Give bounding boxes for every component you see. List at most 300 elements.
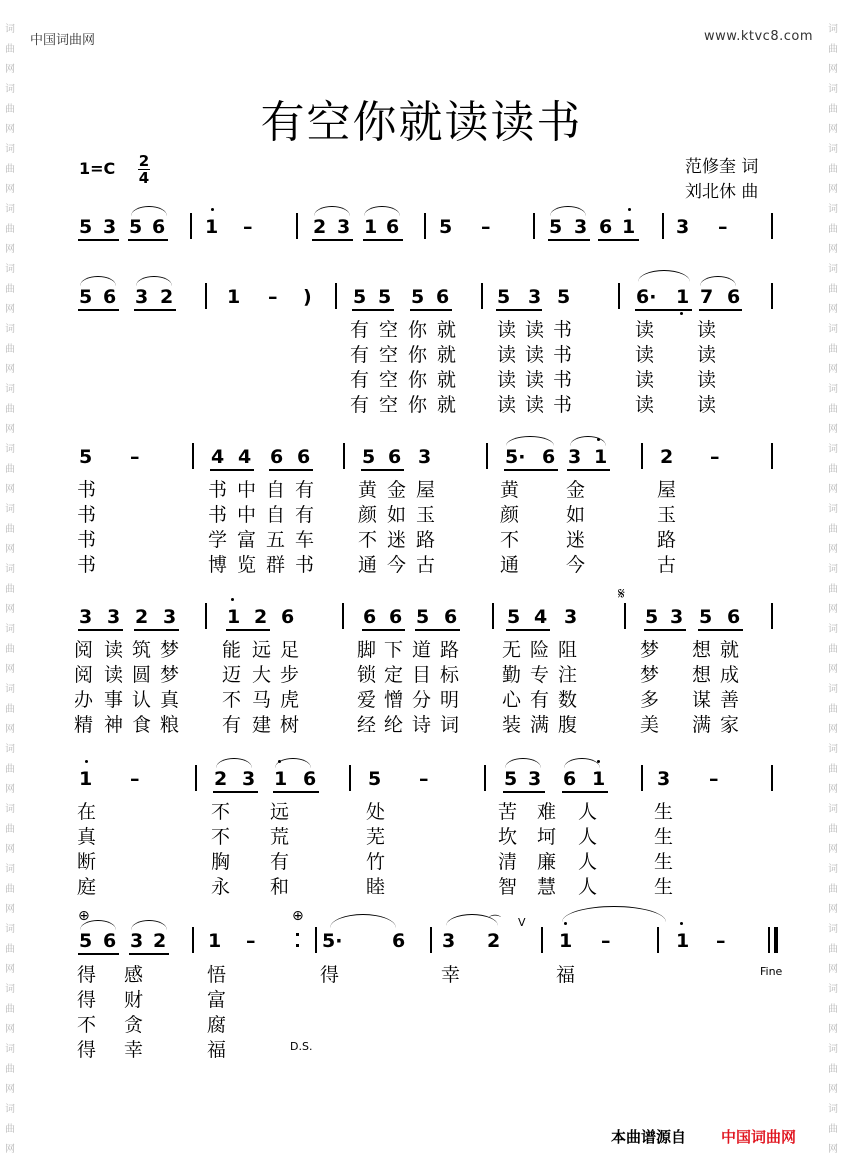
lyric-char: 迷 (387, 529, 407, 551)
lyric-char: 通 (358, 554, 378, 576)
note: 2 (135, 606, 149, 628)
lyric-char: 书 (553, 369, 573, 391)
lyric-char: 永 (211, 876, 231, 898)
lyric-char: 读 (635, 319, 655, 341)
lyric-char: 路 (657, 529, 677, 551)
lyric-char: 空 (379, 369, 399, 391)
lyric-char: 筑 (132, 639, 152, 661)
lyric-char: 腐 (207, 1014, 227, 1036)
lyric-char: 睦 (366, 876, 386, 898)
note: – (601, 930, 611, 952)
note: – (130, 768, 140, 790)
lyric-char: 满 (530, 714, 550, 736)
lyric-char: 生 (654, 801, 674, 823)
lyric-char: 不 (77, 1014, 97, 1036)
note: 6 (389, 606, 403, 628)
note: 3 (442, 930, 456, 952)
lyric-char: 就 (437, 369, 457, 391)
note: 5· (505, 446, 526, 468)
lyric-char: 有 (222, 714, 242, 736)
note: 2 (487, 930, 501, 952)
beam-underline (363, 239, 403, 241)
slur (550, 206, 586, 216)
note: 3 (574, 216, 588, 238)
beam-underline (506, 629, 550, 631)
lyric-char: 坷 (537, 826, 557, 848)
lyric-char: 黄 (358, 479, 378, 501)
beam-underline (78, 953, 119, 955)
slur (330, 914, 396, 928)
beam-underline (504, 469, 558, 471)
lyric-char: 就 (437, 319, 457, 341)
note: 2 (153, 930, 167, 952)
lyric-char: 读 (497, 369, 517, 391)
note: 7 (700, 286, 714, 308)
octave-dot (680, 922, 683, 925)
note: 3 (242, 768, 256, 790)
lyric-char: 锁 (357, 664, 377, 686)
octave-dot (628, 208, 631, 211)
lyric-char: 读 (697, 369, 717, 391)
beam-underline (548, 239, 590, 241)
lyric-char: 有 (350, 394, 370, 416)
side-watermark-right: 词 曲 网 词 曲 网 词 曲 网 词 曲 网 词 曲 网 词 曲 网 词 曲 网 词 曲 网 词 曲 网 词 曲 网 词 曲 网 词 曲 网 词 曲 网 词 曲 网 词 曲 网 词 曲 网 词 曲 网 词 曲 网 词 曲 网 (828, 24, 838, 1155)
lyric-char: 爱 (357, 689, 377, 711)
lyric-char: 有 (530, 689, 550, 711)
lyric-char: 认 (132, 689, 152, 711)
lyric-char: 空 (379, 394, 399, 416)
lyric-char: 读 (104, 639, 124, 661)
note: 5 (645, 606, 659, 628)
lyric-char: 有 (350, 344, 370, 366)
lyric-char: 词 (440, 714, 460, 736)
lyric-char: 读 (497, 394, 517, 416)
lyric-char: 得 (77, 989, 97, 1011)
lyric-char: 读 (497, 319, 517, 341)
note: 1 (622, 216, 636, 238)
note: 3 (107, 606, 121, 628)
lyric-char: 梦 (160, 639, 180, 661)
lyric-char: 生 (654, 876, 674, 898)
lyric-char: 就 (437, 394, 457, 416)
slur (314, 206, 350, 216)
note: 5 (507, 606, 521, 628)
note: 2 (254, 606, 268, 628)
lyric-char: 真 (77, 826, 97, 848)
lyric-char: 迈 (222, 664, 242, 686)
lyric-char: 读 (635, 394, 655, 416)
lyric-char: 金 (387, 479, 407, 501)
lyric-char: 读 (635, 369, 655, 391)
note: 3 (418, 446, 432, 468)
fermata-sign: ⌒ (489, 914, 502, 928)
segno-sign: 𝄋 (618, 584, 625, 603)
lyric-char: 人 (578, 851, 598, 873)
repeat-dots (296, 933, 299, 947)
lyric-char: 你 (408, 369, 428, 391)
note: 3 (528, 768, 542, 790)
beam-underline (269, 469, 313, 471)
note: 5 (129, 216, 143, 238)
barline (430, 927, 432, 953)
note: 3 (657, 768, 671, 790)
lyric-char: 事 (104, 689, 124, 711)
final-barline-thin (768, 927, 770, 953)
lyric-char: 黄 (500, 479, 520, 501)
lyric-char: 书 (553, 394, 573, 416)
beam-underline (226, 629, 270, 631)
octave-dot (231, 598, 234, 601)
site-name-header: 中国词曲网 (30, 33, 96, 48)
barline (349, 765, 351, 791)
lyric-char: 中 (237, 479, 257, 501)
slur (638, 270, 690, 282)
note: 2 (214, 768, 228, 790)
barline (205, 283, 207, 309)
lyric-char: 不 (222, 689, 242, 711)
lyric-char: 诗 (412, 714, 432, 736)
lyric-char: 读 (104, 664, 124, 686)
lyric-char: 梦 (160, 664, 180, 686)
note: 1 (676, 930, 690, 952)
note: 6· (636, 286, 657, 308)
lyric-char: 空 (379, 319, 399, 341)
lyric-char: 人 (578, 826, 598, 848)
lyric-char: 有 (295, 504, 315, 526)
song-title: 有空你就读读书 (260, 97, 583, 148)
beam-underline (213, 791, 258, 793)
lyric-char: 神 (104, 714, 124, 736)
barline (486, 443, 488, 469)
barline (296, 213, 298, 239)
lyric-char: 迷 (566, 529, 586, 551)
ds-marking: D.S. (290, 1040, 313, 1053)
note: 6 (386, 216, 400, 238)
beam-underline (78, 629, 123, 631)
lyric-char: 书 (77, 554, 97, 576)
lyric-char: 今 (566, 554, 586, 576)
slur (564, 758, 600, 768)
lyric-char: 定 (384, 664, 404, 686)
note: 5 (378, 286, 392, 308)
lyric-char: 古 (657, 554, 677, 576)
lyric-char: 书 (77, 479, 97, 501)
note: 5 (699, 606, 713, 628)
lyric-char: 腹 (558, 714, 578, 736)
beam-underline (598, 239, 639, 241)
barline (641, 443, 643, 469)
lyric-char: 真 (160, 689, 180, 711)
barline (771, 283, 773, 309)
composer-credit: 刘北休 曲 (685, 182, 759, 202)
barline (533, 213, 535, 239)
lyric-char: 家 (720, 714, 740, 736)
barline (771, 603, 773, 629)
source-label: 本曲谱源自 (611, 1128, 687, 1146)
lyric-char: 庭 (77, 876, 97, 898)
barline (641, 765, 643, 791)
lyric-char: 颜 (500, 504, 520, 526)
slur (700, 276, 736, 286)
lyric-char: 竹 (366, 851, 386, 873)
beam-underline (129, 953, 169, 955)
lyric-char: 有 (295, 479, 315, 501)
lyric-char: 圆 (132, 664, 152, 686)
note: 3 (130, 930, 144, 952)
lyric-char: 书 (295, 554, 315, 576)
lyric-char: 览 (237, 554, 257, 576)
lyric-char: 阻 (558, 639, 578, 661)
note: 5 (79, 930, 93, 952)
lyric-char: 就 (437, 344, 457, 366)
lyric-char: 马 (252, 689, 272, 711)
note: 6 (436, 286, 450, 308)
lyric-char: 心 (502, 689, 522, 711)
lyric-char: 你 (408, 319, 428, 341)
note: 6 (103, 930, 117, 952)
lyric-char: 生 (654, 826, 674, 848)
lyric-char: 得 (77, 1039, 97, 1061)
lyric-char: 注 (558, 664, 578, 686)
lyric-char: 人 (578, 876, 598, 898)
beam-underline (352, 309, 394, 311)
source-site-link[interactable]: 中国词曲网 (721, 1128, 797, 1146)
lyric-char: 专 (530, 664, 550, 686)
note: 6 (363, 606, 377, 628)
octave-dot (597, 438, 600, 441)
beam-underline (78, 239, 119, 241)
beam-underline (415, 629, 460, 631)
lyric-char: 你 (408, 344, 428, 366)
note: 3 (103, 216, 117, 238)
side-watermark-left: 词 曲 网 词 曲 网 词 曲 网 词 曲 网 词 曲 网 词 曲 网 词 曲 网 词 曲 网 词 曲 网 词 曲 网 词 曲 网 词 曲 网 词 曲 网 词 曲 网 词 曲 网 词 曲 网 词 曲 网 词 曲 网 词 曲 网 (5, 24, 15, 1155)
lyric-char: 如 (387, 504, 407, 526)
barline (484, 765, 486, 791)
lyric-char: 有 (350, 319, 370, 341)
lyric-char: 人 (578, 801, 598, 823)
lyric-char: 断 (77, 851, 97, 873)
octave-dot (211, 208, 214, 211)
lyric-char: 成 (720, 664, 740, 686)
lyric-char: 有 (270, 851, 290, 873)
barline (192, 443, 194, 469)
lyric-char: 荒 (270, 826, 290, 848)
note: 6 (542, 446, 556, 468)
lyric-char: 办 (74, 689, 94, 711)
lyric-char: 书 (208, 504, 228, 526)
beam-underline (699, 309, 742, 311)
note: 3 (568, 446, 582, 468)
beam-underline (134, 629, 179, 631)
barline (771, 443, 773, 469)
note: – (718, 216, 728, 238)
lyric-char: 精 (74, 714, 94, 736)
note: – (268, 286, 278, 308)
lyric-char: 纶 (384, 714, 404, 736)
lyric-char: 书 (553, 319, 573, 341)
note: 3 (676, 216, 690, 238)
lyric-char: 善 (720, 689, 740, 711)
note: 1 (79, 768, 93, 790)
lyric-char: 不 (211, 826, 231, 848)
time-sig-top: 2 (138, 152, 150, 170)
note: 4 (534, 606, 548, 628)
lyric-char: 读 (697, 394, 717, 416)
lyric-char: 粮 (160, 714, 180, 736)
note: 6 (270, 446, 284, 468)
barline (342, 603, 344, 629)
note: – (243, 216, 253, 238)
note: 5 (416, 606, 430, 628)
lyric-char: 想 (692, 639, 712, 661)
lyric-char: 步 (280, 664, 300, 686)
lyric-char: 颜 (358, 504, 378, 526)
lyric-char: 谋 (692, 689, 712, 711)
note: – (246, 930, 256, 952)
barline (771, 213, 773, 239)
lyric-char: 贪 (124, 1014, 144, 1036)
barline (618, 283, 620, 309)
lyric-char: 坎 (498, 826, 518, 848)
lyric-char: 读 (525, 369, 545, 391)
lyric-char: 福 (207, 1039, 227, 1061)
beam-underline (312, 239, 353, 241)
barline (662, 213, 664, 239)
barline (481, 283, 483, 309)
note: 5 (79, 216, 93, 238)
barline (190, 213, 192, 239)
lyric-char: 阅 (74, 664, 94, 686)
lyric-char: 你 (408, 394, 428, 416)
lyric-char: 金 (566, 479, 586, 501)
lyric-char: 多 (640, 689, 660, 711)
lyric-char: 如 (566, 504, 586, 526)
lyric-char: 不 (211, 801, 231, 823)
lyric-char: 路 (416, 529, 436, 551)
barline (424, 213, 426, 239)
lyric-char: 就 (720, 639, 740, 661)
slur (562, 906, 666, 922)
lyric-char: 美 (640, 714, 660, 736)
lyric-char: 满 (692, 714, 712, 736)
lyric-char: 学 (208, 529, 228, 551)
lyric-char: 书 (208, 479, 228, 501)
lyric-char: 读 (497, 344, 517, 366)
beam-underline (644, 629, 686, 631)
lyric-char: 读 (525, 319, 545, 341)
lyric-char: 难 (537, 801, 557, 823)
breath-mark: V (518, 916, 526, 929)
slur (570, 436, 606, 446)
lyric-char: 明 (440, 689, 460, 711)
lyric-char: 险 (530, 639, 550, 661)
lyric-char: 群 (266, 554, 286, 576)
fine-marking: Fine (760, 965, 783, 978)
note: 6 (444, 606, 458, 628)
note: 3 (670, 606, 684, 628)
lyric-char: 古 (416, 554, 436, 576)
lyric-char: 路 (440, 639, 460, 661)
note: 1 (208, 930, 222, 952)
beam-underline (128, 239, 168, 241)
note: 6 (727, 606, 741, 628)
beam-underline (361, 469, 404, 471)
beam-underline (410, 309, 452, 311)
lyric-char: 空 (379, 344, 399, 366)
lyric-char: 苦 (498, 801, 518, 823)
lyric-char: 梦 (640, 639, 660, 661)
note: 2 (660, 446, 674, 468)
note: 5 (79, 446, 93, 468)
lyric-char: 得 (320, 964, 340, 986)
lyric-char: 勤 (502, 664, 522, 686)
note: 5 (353, 286, 367, 308)
lyric-char: 足 (280, 639, 300, 661)
lyric-char: 感 (124, 964, 144, 986)
barline (343, 443, 345, 469)
lyric-char: 标 (440, 664, 460, 686)
note: 1 (274, 768, 288, 790)
lyric-char: 无 (502, 639, 522, 661)
lyric-char: 通 (500, 554, 520, 576)
lyric-char: 读 (525, 394, 545, 416)
note: 5 (411, 286, 425, 308)
lyric-char: 幸 (441, 964, 461, 986)
lyric-char: 下 (384, 639, 404, 661)
lyric-char: 屋 (416, 479, 436, 501)
lyric-char: 梦 (640, 664, 660, 686)
note: 3 (163, 606, 177, 628)
note: 5 (557, 286, 571, 308)
octave-dot (85, 760, 88, 763)
lyric-char: 车 (295, 529, 315, 551)
note: 1 (205, 216, 219, 238)
lyric-char: 悟 (207, 964, 227, 986)
octave-dot (597, 760, 600, 763)
lyric-char: 和 (270, 876, 290, 898)
note: 3 (337, 216, 351, 238)
note: 1 (594, 446, 608, 468)
note: 3 (528, 286, 542, 308)
lyric-char: 今 (387, 554, 407, 576)
note: 5· (322, 930, 343, 952)
beam-underline (134, 309, 176, 311)
lyric-char: 书 (77, 504, 97, 526)
octave-dot (680, 312, 683, 315)
coda-sign: ⊕ (292, 908, 304, 924)
lyric-char: 读 (697, 319, 717, 341)
lyric-char: 数 (558, 689, 578, 711)
barline (657, 927, 659, 953)
lyric-char: 远 (252, 639, 272, 661)
lyric-char: 道 (412, 639, 432, 661)
note: 5 (368, 768, 382, 790)
slur (216, 758, 252, 768)
note: – (710, 446, 720, 468)
note: 5 (549, 216, 563, 238)
time-sig-bottom: 4 (138, 169, 150, 187)
slur (505, 758, 541, 768)
note: 6 (303, 768, 317, 790)
note: 5 (439, 216, 453, 238)
lyric-char: 智 (498, 876, 518, 898)
note: 6 (392, 930, 406, 952)
note: 3 (135, 286, 149, 308)
beam-underline (273, 791, 319, 793)
lyric-char: 读 (635, 344, 655, 366)
lyric-char: 能 (222, 639, 242, 661)
beam-underline (210, 469, 254, 471)
